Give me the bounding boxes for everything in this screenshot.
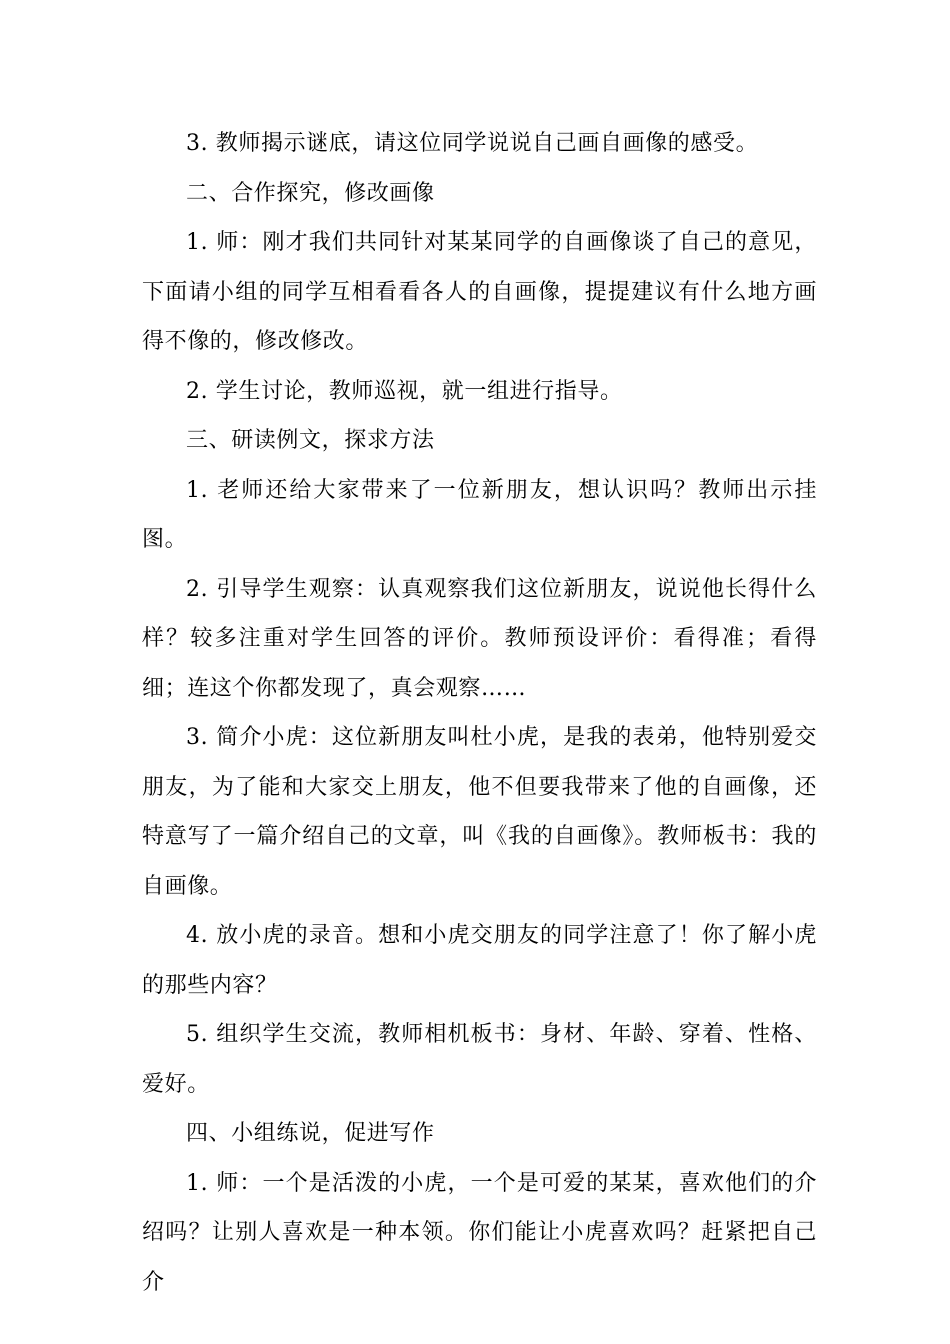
paragraph-play-recording: 4. 放小虎的录音。想和小虎交朋友的同学注意了！你了解小虎的那些内容？ [142, 923, 817, 998]
section-heading-study-example: 三、研读例文，探求方法 [186, 428, 435, 453]
section-heading-cooperate: 二、合作探究，修改画像 [186, 180, 435, 206]
paragraph-teacher-prompt: 1. 师：一个是活泼的小虎，一个是可爱的某某，喜欢他们的介绍吗？让别人喜欢是一种本领。你们能让小虎喜欢吗？赶紧把自己介 [142, 1170, 817, 1295]
paragraph-group-review: 1. 师：刚才我们共同针对某某同学的自画像谈了自己的意见，下面请小组的同学互相看看各人的自画像，提提建议有什么地方画得不像的，修改修改。 [142, 230, 817, 354]
paragraph-student-discussion: 2. 学生讨论，教师巡视，就一组进行指导。 [186, 378, 623, 404]
document-body [142, 119, 817, 1307]
paragraph-reveal-answer: 3. 教师揭示谜底，请这位同学说说自己画自画像的感受。 [186, 131, 759, 156]
paragraph-organize-exchange: 5. 组织学生交流，教师相机板书：身材、年龄、穿着、性格、爱好。 [142, 1022, 817, 1097]
section-heading-group-practice: 四、小组练说，促进写作 [186, 1121, 435, 1146]
paragraph-new-friend: 1. 老师还给大家带来了一位新朋友，想认识吗？教师出示挂图。 [142, 477, 817, 552]
paragraph-guide-observation: 2. 引导学生观察：认真观察我们这位新朋友，说说他长得什么样？较多注重对学生回答的评价。教师预设评价：看得准；看得细；连这个你都发现了，真会观察…… [142, 576, 817, 701]
paragraph-introduce-xiaohu: 3. 简介小虎：这位新朋友叫杜小虎，是我的表弟，他特别爱交朋友，为了能和大家交上朋友，他不但要我带来了他的自画像，还特意写了一篇介绍自己的文章，叫《我的自画像》。教师板书：我的自画像。 [142, 725, 817, 899]
